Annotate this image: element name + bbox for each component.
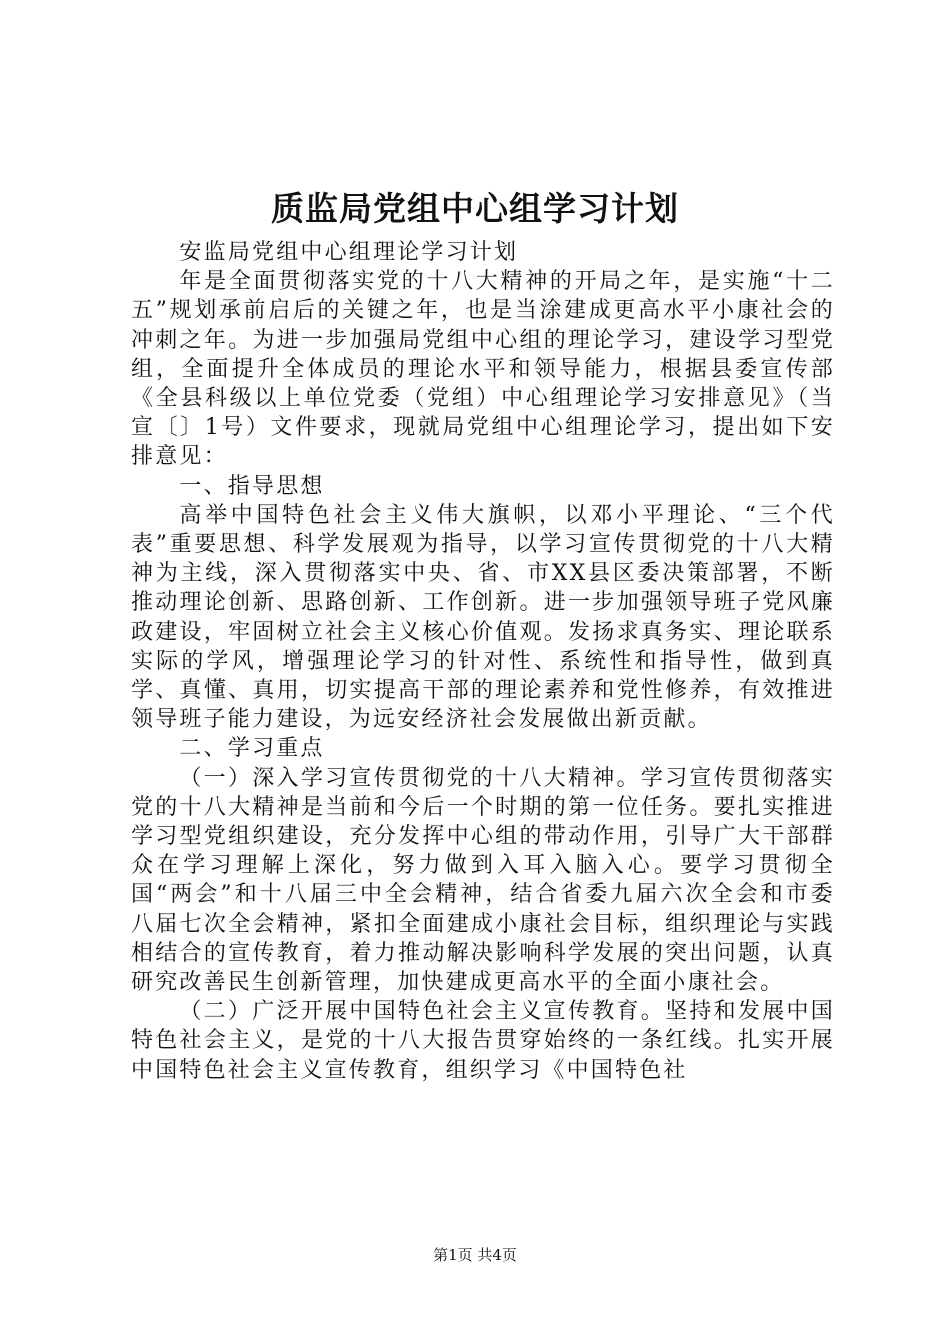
paragraph-guiding-ideology: 高举中国特色社会主义伟大旗帜，以邓小平理论、“三个代表”重要思想、科学发展观为指导，以学习宣传贯彻党的十八大精神为主线，深入贯彻落实中央、省、市XX县区委决策部署，不断推动理论创新、思路创新、工作创新。进一步加强领导班子党风廉政建设，牢固树立社会主义核心价值观。发扬求真务实、理论联系实际的学风，增强理论学习的针对性、系统性和指导性，做到真学、真懂、真用，切实提高干部的理论素养和党性修养，有效推进领导班子能力建设，为远安经济社会发展做出新贡献。 [131,502,835,733]
paragraph-focus-two: （二）广泛开展中国特色社会主义宣传教育。坚持和发展中国特色社会主义，是党的十八大报告贯穿始终的一条红线。扎实开展中国特色社会主义宣传教育，组织学习《中国特色社 [131,999,835,1083]
section-heading-guiding-ideology: 一、指导思想 [179,473,325,499]
document-body [131,238,835,1085]
paragraph-intro: 年是全面贯彻落实党的十八大精神的开局之年，是实施“十二五”规划承前启后的关键之年，也是当涂建成更高水平小康社会的冲刺之年。为进一步加强局党组中心组的理论学习，建设学习型党组，全面提升全体成员的理论水平和领导能力，根据县委宣传部《全县科级以上单位党委（党组）中心组理论学习安排意见》（当宣〔〕1号）文件要求，现就局党组中心组理论学习，提出如下安排意见： [131,269,835,470]
document-title: 质监局党组中心组学习计划 [271,189,679,228]
paragraph-subtitle: 安监局党组中心组理论学习计划 [179,240,519,265]
page-number: 第1页 共4页 [433,1246,517,1264]
paragraph-focus-one: （一）深入学习宣传贯彻党的十八大精神。学习宣传贯彻落实党的十八大精神是当前和今后一个时期的第一位任务。要扎实推进学习型党组织建设，充分发挥中心组的带动作用，引导广大干部群众在学习理解上深化，努力做到入耳入脑入心。要学习贯彻全国“两会”和十八届三中全会精神，结合省委九届六次全会和市委八届七次全会精神，紧扣全面建成小康社会目标，组织理论与实践相结合的宣传教育，着力推动解决影响科学发展的突出问题，认真研究改善民生创新管理，加快建成更高水平的全面小康社会。 [131,765,835,996]
section-heading-study-focus: 二、学习重点 [179,736,325,762]
